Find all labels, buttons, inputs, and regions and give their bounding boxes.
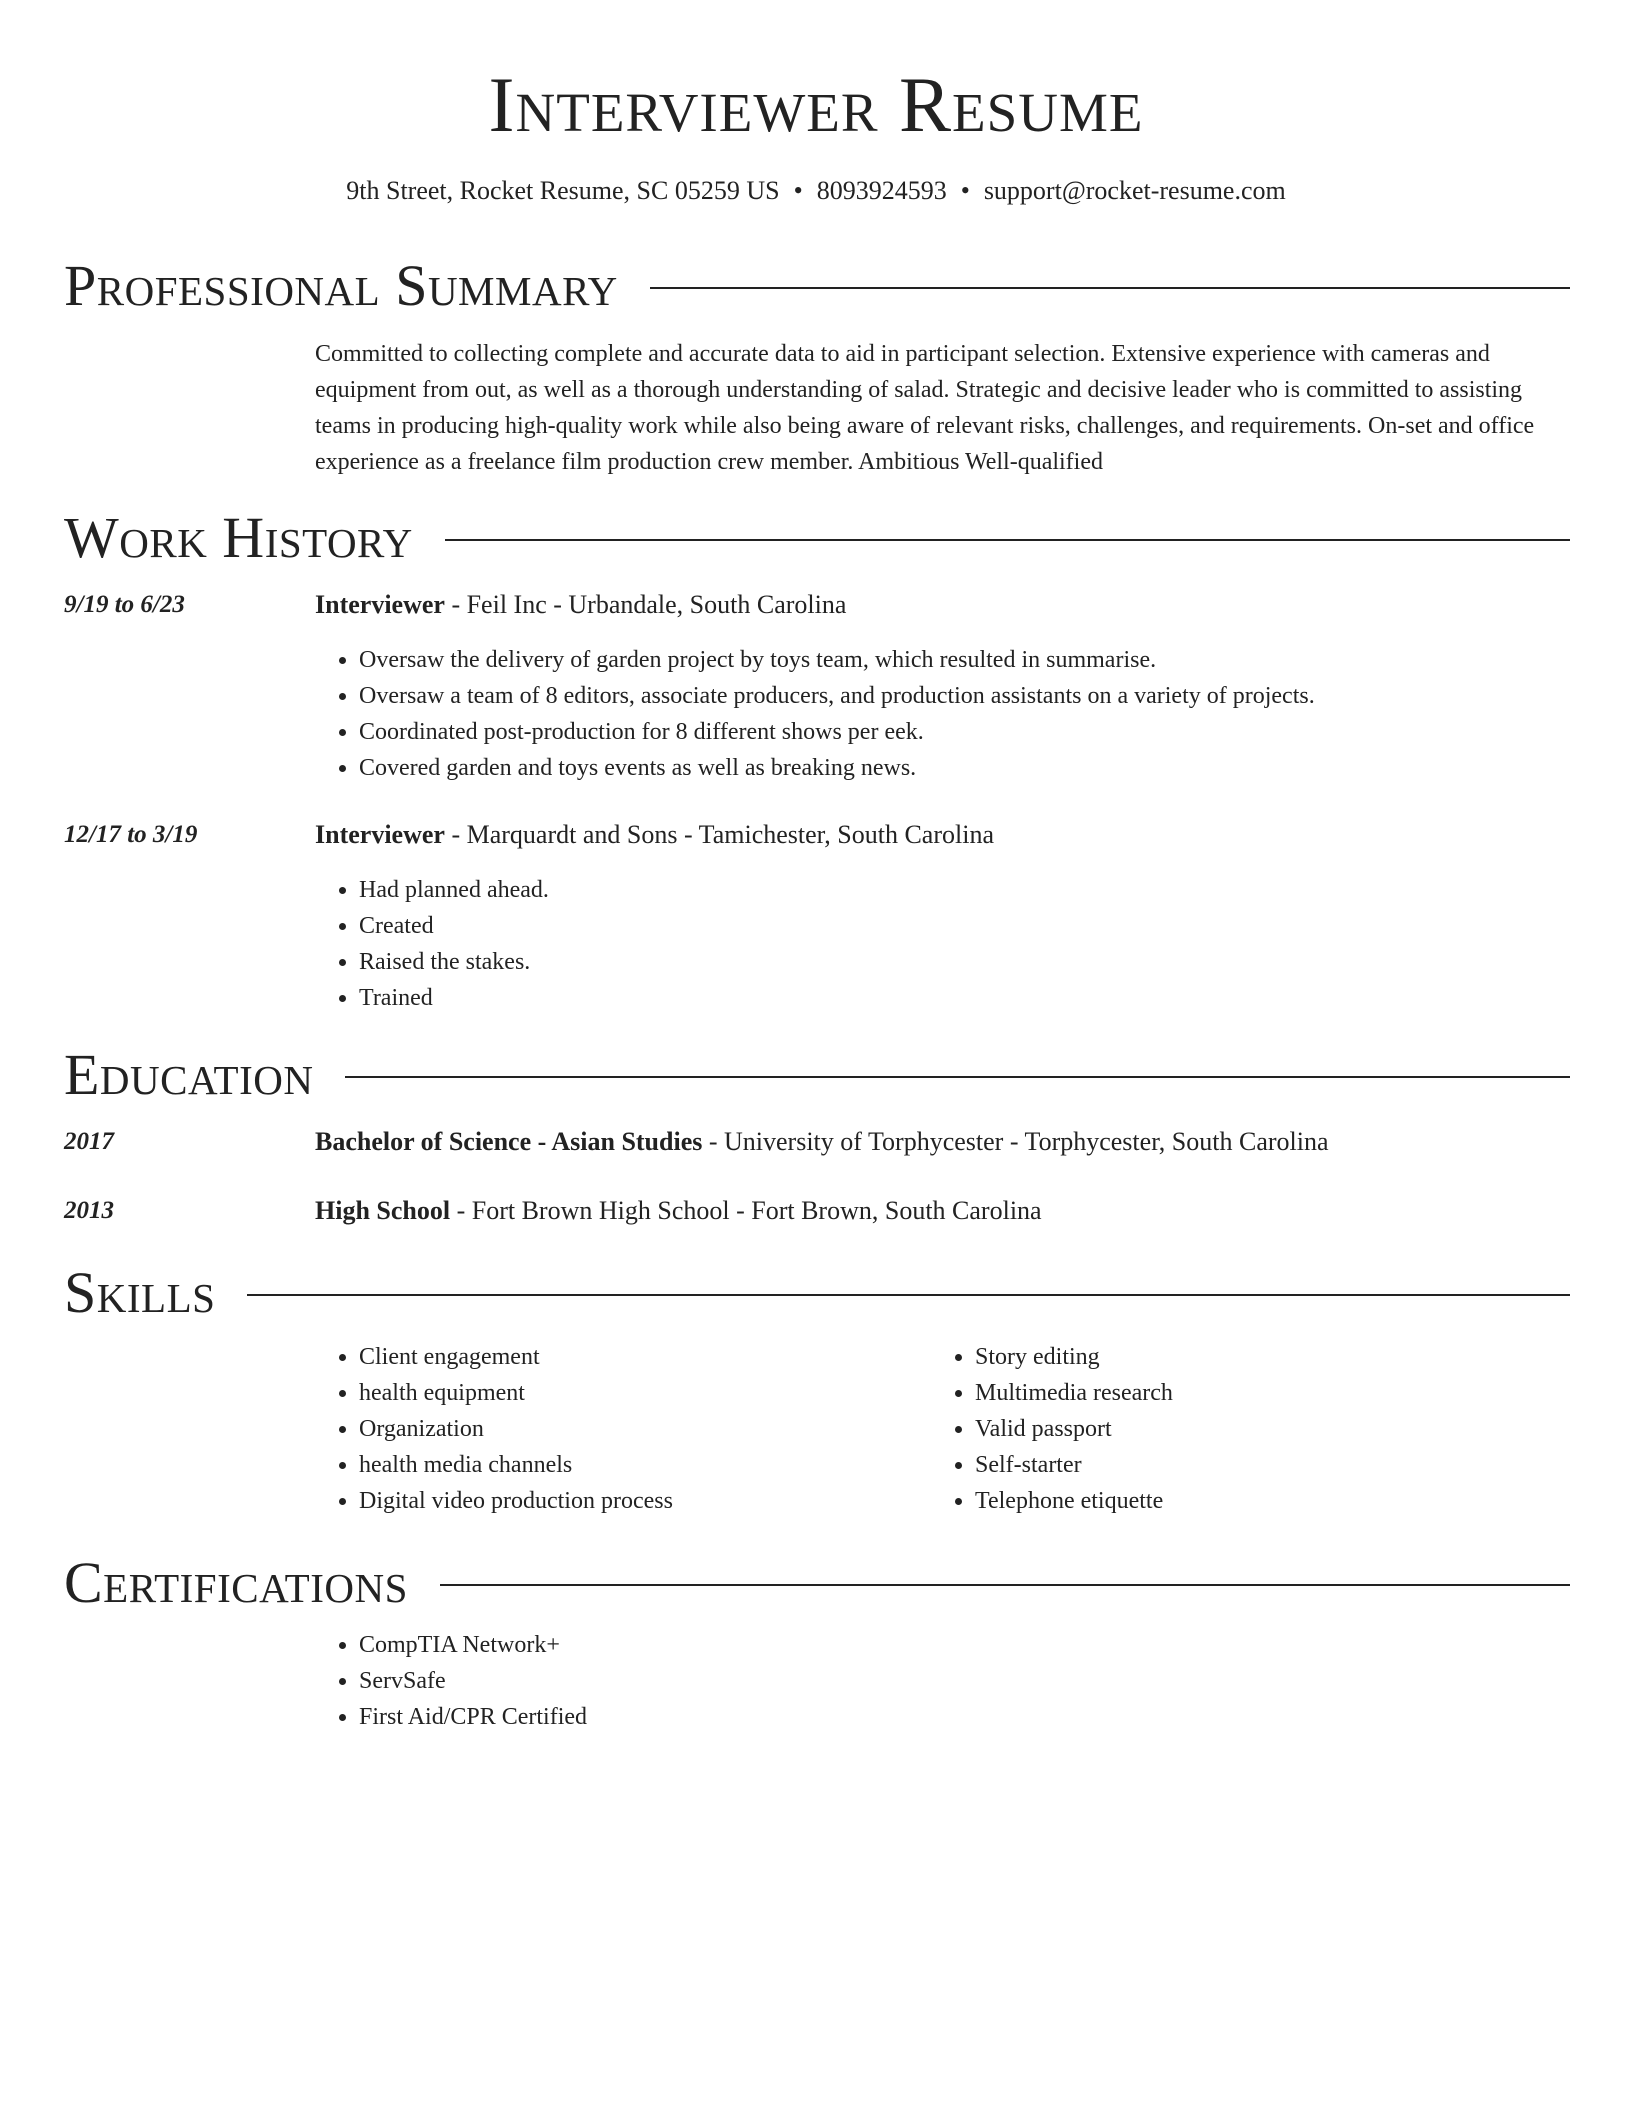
job-heading (315, 818, 1570, 852)
section-divider (440, 1584, 1570, 1586)
skill-item: • health media channels (359, 1447, 919, 1483)
skill-item: • Multimedia research (975, 1375, 1535, 1411)
skill-item: • Digital video production process (359, 1483, 919, 1519)
contact-separator: • (960, 176, 970, 205)
section-title: Education (64, 1042, 314, 1107)
certification-item: • CompTIA Network+ (359, 1627, 1614, 1663)
list-item: • Oversaw a team of 8 editors, associate producers, and production assistants on a variety of projects. (359, 678, 1614, 714)
resume-title: Interviewer Resume (488, 61, 1144, 148)
contact-address: 9th Street, Rocket Resume, SC 05259 US (346, 176, 780, 205)
skill-item: • Client engagement (359, 1339, 919, 1375)
skill-item: • Self-starter (975, 1447, 1535, 1483)
list-item: • Had planned ahead. (359, 872, 1614, 908)
skills-list-left (315, 1339, 919, 1519)
job-bullets (315, 642, 1614, 786)
contact-phone: 8093924593 (816, 176, 947, 205)
education-year: 2013 (64, 1197, 114, 1224)
education-degree: High School (315, 1196, 451, 1225)
job-bullets (315, 872, 1614, 1016)
contact-email: support@rocket-resume.com (983, 176, 1286, 205)
job-dates: 9/19 to 6/23 (64, 591, 185, 618)
skill-item: • health equipment (359, 1375, 919, 1411)
section-header-summary (64, 254, 1570, 318)
section-divider (445, 539, 1570, 541)
job-details: - Marquardt and Sons - Tamichester, South Carolina (444, 820, 994, 849)
skill-item: • Organization (359, 1411, 919, 1447)
section-title: Certifications (64, 1550, 408, 1615)
section-header-skills (64, 1261, 1570, 1325)
job-dates: 12/17 to 3/19 (64, 821, 198, 848)
skill-item: • Telephone etiquette (975, 1483, 1535, 1519)
section-header-work-history (64, 506, 1570, 570)
job-title: Interviewer (315, 590, 445, 619)
section-title: Work History (64, 505, 413, 570)
contact-separator: • (793, 176, 803, 205)
summary-text: Committed to collecting complete and accurate data to aid in participant selection. Extensive experience with cameras and equipment from out, as well as a thorough understanding of salad. Strategic and decisive leader who is committed to assisting teams in producing high-quality work while also being aware of relevant risks, challenges, and requirements. On-set and office experience as a freelance film production crew member. Ambitious Well-qualified (315, 341, 1535, 475)
skill-item: • Story editing (975, 1339, 1535, 1375)
section-divider (650, 287, 1570, 289)
certifications-list (315, 1627, 1614, 1735)
section-divider (247, 1294, 1570, 1296)
list-item: • Trained (359, 980, 1614, 1016)
section-title: Skills (64, 1260, 216, 1325)
section-header-certifications (64, 1551, 1570, 1615)
education-entry (315, 1125, 1570, 1159)
contact-line (0, 174, 1632, 208)
certification-item: • ServSafe (359, 1663, 1614, 1699)
certification-item: • First Aid/CPR Certified (359, 1699, 1614, 1735)
list-item: • Coordinated post-production for 8 different shows per eek. (359, 714, 1614, 750)
list-item: • Oversaw the delivery of garden project by toys team, which resulted in summarise. (359, 642, 1614, 678)
education-degree: Bachelor of Science - Asian Studies (315, 1127, 703, 1156)
section-title: Professional Summary (64, 253, 618, 318)
education-year: 2017 (64, 1128, 114, 1155)
skills-list-right (931, 1339, 1535, 1519)
list-item: • Created (359, 908, 1614, 944)
education-details: - University of Torphycester - Torphycester, South Carolina (702, 1127, 1329, 1156)
job-title: Interviewer (315, 820, 445, 849)
list-item: • Covered garden and toys events as well as breaking news. (359, 750, 1614, 786)
section-header-education (64, 1043, 1570, 1107)
job-heading (315, 588, 1570, 622)
skill-item: • Valid passport (975, 1411, 1535, 1447)
job-details: - Feil Inc - Urbandale, South Carolina (444, 590, 847, 619)
education-details: - Fort Brown High School - Fort Brown, South Carolina (450, 1196, 1042, 1225)
section-divider (345, 1076, 1570, 1078)
education-entry (315, 1194, 1570, 1228)
list-item: • Raised the stakes. (359, 944, 1614, 980)
